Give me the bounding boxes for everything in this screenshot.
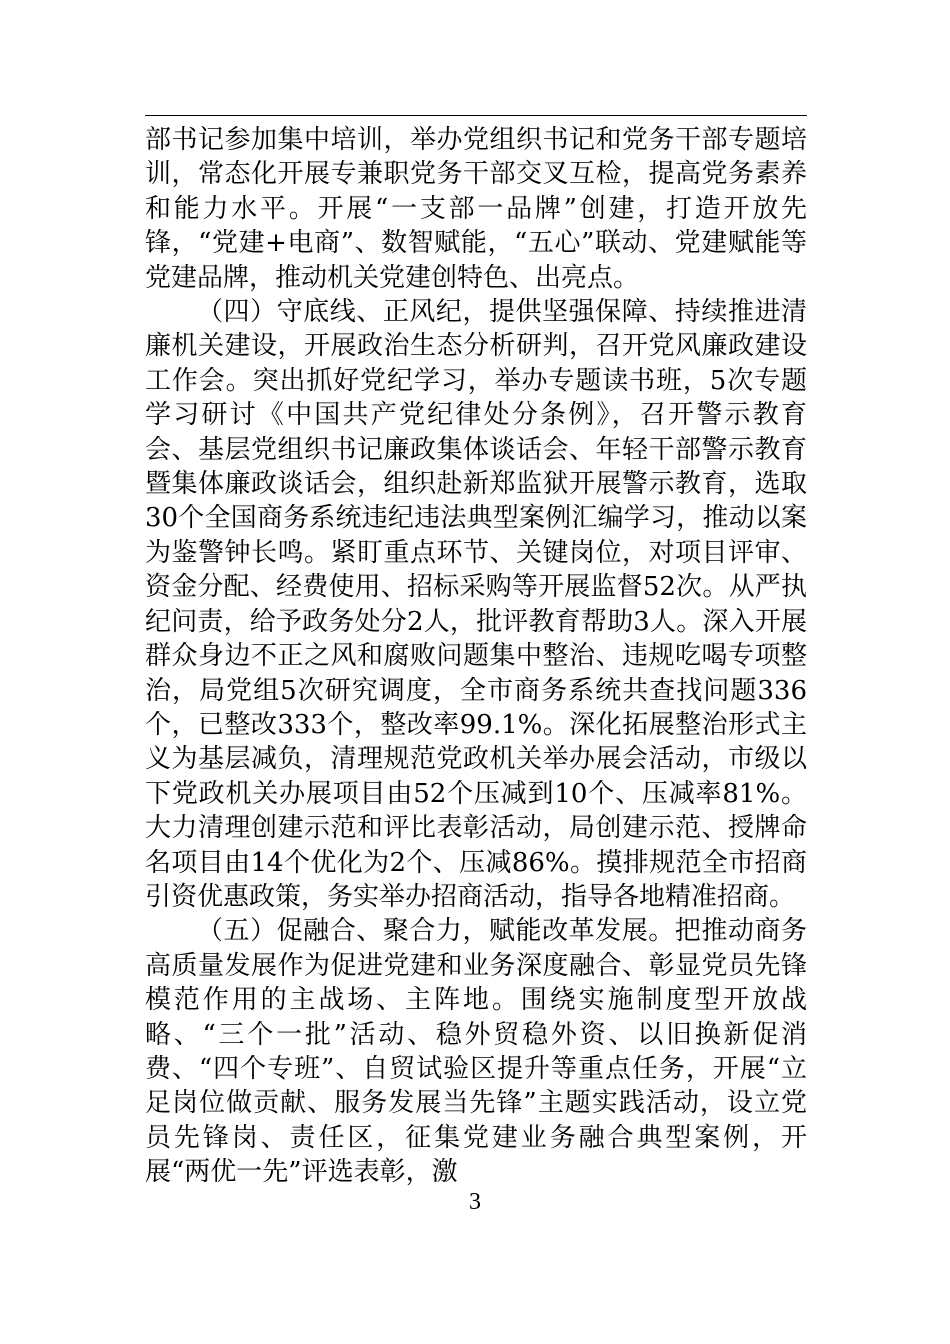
paragraph-section-four: （四）守底线、正风纪，提供坚强保障、持续推进清廉机关建设，开展政治生态分析研判，召开党风廉政建设工作会。突出抓好党纪学习，举办专题读书班，5次专题学习研讨《中国共产党纪律处分条例》，召开警示教育会、基层党组织书记廉政集体谈话会、年轻干部警示教育暨集体廉政谈话会，组织赴新郑监狱开展警示教育，选取30个全国商务系统违纪违法典型案例汇编学习，推动以案为鉴警钟长鸣。紧盯重点环节、关键岗位，对项目评审、资金分配、经费使用、招标采购等开展监督52次。从严执纪问责，给予政务处分2人，批评教育帮助3人。深入开展群众身边不正之风和腐败问题集中整治、违规吃喝专项整治，局党组5次研究调度，全市商务系统共查找问题336个，已整改333个，整改率99.1%。深化拓展整治形式主义为基层减负，清理规范党政机关举办展会活动，市级以下党政机关办展项目由52个压减到10个、压减率81%。大力清理创建示范和评比表彰活动，局创建示范、授牌命名项目由14个优化为2个、压减86%。摸排规范全市招商引资优惠政策，务实举办招商活动，指导各地精准招商。 [145, 297, 807, 912]
page-number: 3 [469, 1189, 481, 1215]
header-rule [145, 115, 807, 116]
paragraph-continuation: 部书记参加集中培训，举办党组织书记和党务干部专题培训，常态化开展专兼职党务干部交叉互检，提高党务素养和能力水平。开展“一支部一品牌”创建，打造开放先锋，“党建+电商”、数智赋能，“五心”联动、党建赋能等党建品牌，推动机关党建创特色、出亮点。 [145, 125, 807, 293]
body-text [145, 123, 807, 1190]
paragraph-section-five: （五）促融合、聚合力，赋能改革发展。把推动商务高质量发展作为促进党建和业务深度融合、彰显党员先锋模范作用的主战场、主阵地。围绕实施制度型开放战略、“三个一批”活动、稳外贸稳外资、以旧换新促消费、“四个专班”、自贸试验区提升等重点任务，开展“立足岗位做贡献、服务发展当先锋”主题实践活动，设立党员先锋岗、责任区，征集党建业务融合典型案例，开展“两优一先”评选表彰，激 [145, 916, 807, 1188]
